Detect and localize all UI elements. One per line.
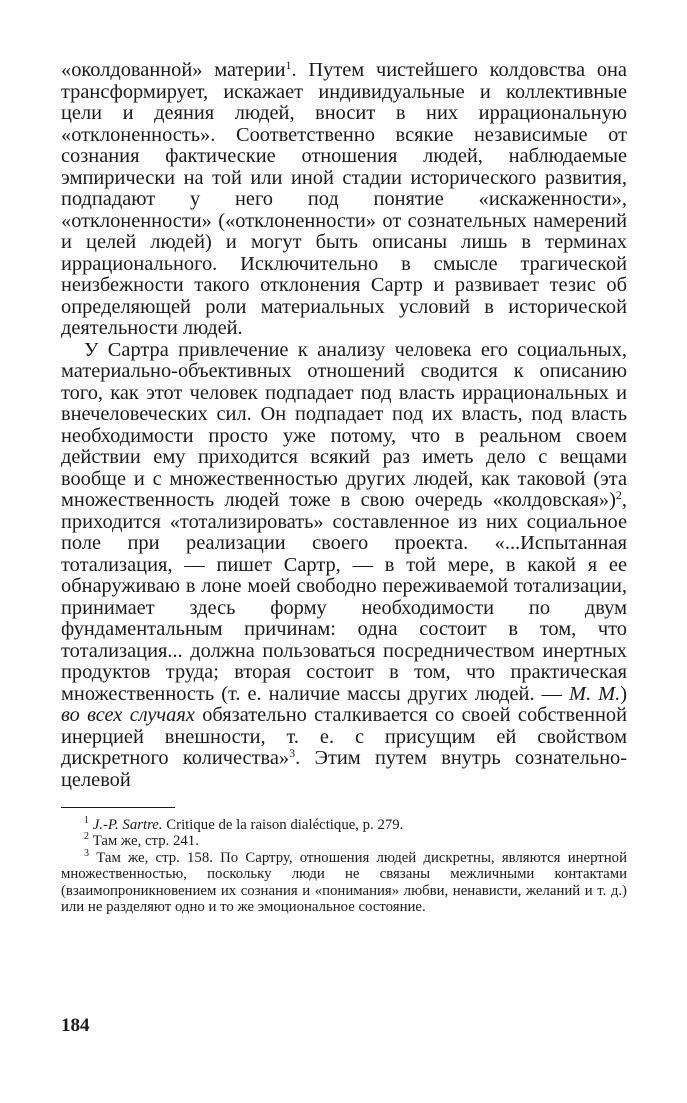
emphasis-text: во всех случаях bbox=[61, 704, 195, 726]
footnote-ref-3: 3 bbox=[289, 745, 296, 760]
footnote-author: J.-P. Sartre. bbox=[92, 817, 163, 833]
page-number: 184 bbox=[61, 1015, 90, 1036]
footnote-text: Там же, стр. 241. bbox=[89, 833, 199, 850]
paragraph-text: . Этим путем внутрь сознательно-целевой bbox=[61, 747, 628, 791]
paragraph-text: «околдованной» материи bbox=[61, 59, 286, 81]
footnote-number: 1 bbox=[84, 815, 89, 826]
paragraph-text: обязательно сталкивается со своей собственной инерцией внешности, т. е. с присущим ей свойством дискретного количества» bbox=[61, 704, 627, 769]
footnote-text: Critique de la raison dialéctique, p. 279. bbox=[162, 817, 404, 833]
footnote-divider bbox=[61, 807, 175, 808]
body-paragraph-2 bbox=[61, 340, 627, 792]
paragraph-text: У Сартра привлечение к анализу человека его социальных, материально-объективных отношений сводится к описанию того, как этот человек подпадает под власть иррациональных и внечеловеческих сил. Он подпадает под их власть, под власть необходимости просто уже потому, что в реальном своем действии ему приходится всякий раз иметь дело с вещами вообще и с множественностью других людей, как таковой (эта множественность людей тоже в свою очередь «колдовская») bbox=[61, 338, 627, 511]
paragraph-text: , приходится «тотализировать» составленное из них социальное поле при реализации своего проекта. «...Испытанная тотализация, — пишет Сартр, — в той мере, в какой я ее обнаруживаю в лоне моей свободно переживаемой тотализации, принимает здесь форму необходимости по двум фундаментальным причинам: одна состоит в том, что тотализация... должна пользоваться посредничеством инертных продуктов труда; вторая состоит в том, что практическая множественность (т. е. наличие массы других людей. — bbox=[61, 489, 627, 705]
book-page bbox=[61, 57, 628, 916]
footnote-ref-1: 1 bbox=[285, 57, 292, 72]
footnote-text: Там же, стр. 158. По Сартру, отношения людей дискретны, являются инертной множественностью, поскольку люди не связаны межличными контактами (взаимопроникновением их сознания и «понимания» любви, ненависти, желаний и т. д.) или не разделяют одно и то же эмоциональное состояние. bbox=[61, 849, 627, 916]
footnote-1 bbox=[61, 817, 627, 833]
footnote-3 bbox=[61, 847, 627, 916]
footnote-number: 3 bbox=[84, 847, 89, 859]
author-initials: М. М. bbox=[569, 682, 621, 705]
footnote-2 bbox=[61, 833, 627, 849]
paragraph-text: . Путем чистейшего колдовства она трансформирует, искажает индивидуальные и коллективные цели и деяния людей, вносит в них иррациональную «отклоненность». Соответственно всякие независимые от сознания фактические отношения людей, наблюдаемые эмпирически на той или иной стадии исторического развития, подпадают у него под понятие «искаженности», «отклоненности» («отклоненности» от сознательных намерений и целей людей) и могут быть описаны лишь в терминах иррационального. Исключительно в смысле трагической неизбежности такого отклонения Сартр и развивает тезис об определяющей роли материальных условий в исторической деятельности людей. bbox=[61, 59, 627, 339]
footnote-number: 2 bbox=[84, 831, 89, 843]
paragraph-text: ) bbox=[620, 682, 627, 705]
body-paragraph-1 bbox=[61, 57, 627, 340]
footnote-ref-2: 2 bbox=[615, 487, 622, 502]
